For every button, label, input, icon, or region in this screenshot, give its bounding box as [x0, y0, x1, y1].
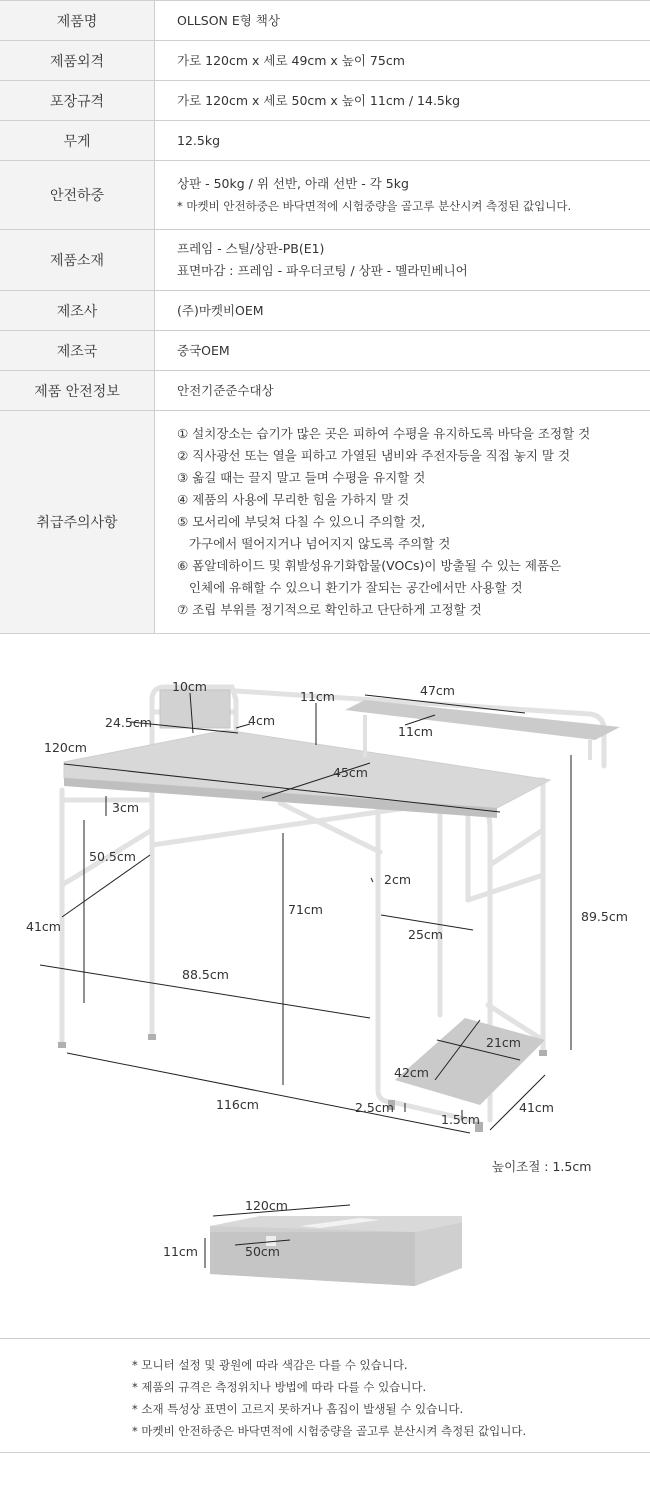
spec-label: 제품 안전정보	[0, 371, 155, 410]
dim-label: 50.5cm	[89, 849, 136, 864]
spec-label: 제품소재	[0, 230, 155, 290]
spec-value-line: (주)마켓비OEM	[177, 302, 264, 318]
spec-value	[155, 1, 650, 40]
spec-label: 포장규격	[0, 81, 155, 120]
spec-value-line: 가로 120cm x 세로 50cm x 높이 11cm / 14.5kg	[177, 92, 461, 108]
dim-label: 11cm	[300, 689, 335, 704]
spec-value	[155, 371, 650, 410]
dim-label: 24.5cm	[105, 715, 152, 730]
spec-table	[0, 0, 650, 634]
note-line: * 제품의 규격은 측정위치나 방법에 따라 다를 수 있습니다.	[132, 1380, 427, 1394]
spec-value	[155, 41, 650, 80]
spec-value-line: 상판 - 50kg / 위 선반, 아래 선반 - 각 5kg	[177, 176, 409, 191]
note-line: * 마켓비 안전하중은 바닥면적에 시험중량을 골고루 분산시켜 측정된 값입니다.	[132, 1424, 527, 1438]
dim-label: 11cm	[398, 724, 433, 739]
caution-line: 인체에 유해할 수 있으니 환기가 잘되는 공간에서만 사용할 것	[177, 580, 523, 595]
note-line: * 소재 특성상 표면이 고르지 못하거나 흠집이 발생될 수 있습니다.	[132, 1402, 464, 1416]
spec-value	[155, 291, 650, 330]
spec-value-line: 가로 120cm x 세로 49cm x 높이 75cm	[177, 52, 405, 68]
dim-label: 41cm	[26, 919, 61, 934]
dim-label: 88.5cm	[182, 967, 229, 982]
spec-value	[155, 161, 650, 229]
caution-line: ② 직사광선 또는 열을 피하고 가열된 냄비와 주전자등을 직접 놓지 말 것	[177, 448, 571, 463]
spec-row	[0, 1, 650, 41]
caution-line: ⑤ 모서리에 부딪쳐 다칠 수 있으니 주의할 것,	[177, 514, 426, 529]
spec-value-line: 표면마감 : 프레임 - 파우더코팅 / 상판 - 멜라민베니어	[177, 263, 468, 278]
dim-label: 10cm	[172, 679, 207, 694]
disclaimer-notes	[0, 1338, 650, 1453]
dim-label: 71cm	[288, 902, 323, 917]
spec-label: 제품명	[0, 1, 155, 40]
spec-value	[155, 331, 650, 370]
spec-value-line: 안전기준준수대상	[177, 382, 274, 398]
spec-row	[0, 161, 650, 230]
spec-row	[0, 291, 650, 331]
spec-row	[0, 41, 650, 81]
dim-label: 25cm	[408, 927, 443, 942]
height-adjust-note: 높이조절 : 1.5cm	[492, 1159, 592, 1174]
box-width-label: 120cm	[245, 1198, 288, 1213]
spec-label: 제조국	[0, 331, 155, 370]
spec-label: 무게	[0, 121, 155, 160]
dim-label: 47cm	[420, 683, 455, 698]
caution-line: ③ 옮길 때는 끌지 말고 들며 수평을 유지할 것	[177, 470, 426, 485]
box-height-label: 11cm	[163, 1244, 198, 1259]
spec-row	[0, 371, 650, 411]
spec-row	[0, 411, 650, 634]
spec-value-line: 프레임 - 스틸/상판-PB(E1)	[177, 241, 325, 256]
dim-label: 89.5cm	[581, 909, 628, 924]
box-depth-label: 50cm	[245, 1244, 280, 1259]
spec-value	[155, 411, 650, 633]
spec-row	[0, 331, 650, 371]
dim-label: 4cm	[248, 713, 276, 728]
caution-line: ⑦ 조립 부위를 정기적으로 확인하고 단단하게 고정할 것	[177, 602, 482, 617]
dim-label: 116cm	[216, 1097, 259, 1112]
dim-label: 45cm	[333, 765, 368, 780]
mesh-panel	[160, 690, 230, 728]
spec-label: 취급주의사항	[0, 411, 155, 633]
caution-line: 가구에서 떨어지거나 넘어지지 않도록 주의할 것	[177, 536, 451, 551]
caution-line: ④ 제품의 사용에 무리한 힘을 가하지 말 것	[177, 492, 410, 507]
spec-label: 안전하중	[0, 161, 155, 229]
dim-label: 42cm	[394, 1065, 429, 1080]
dim-label: 2.5cm	[355, 1100, 394, 1115]
package-box	[205, 1205, 462, 1286]
spec-value	[155, 121, 650, 160]
spec-value-note: * 마켓비 안전하중은 바닥면적에 시험중량을 골고루 분산시켜 측정된 값입니다.	[177, 199, 572, 213]
spec-row	[0, 81, 650, 121]
lower-shelf	[395, 1018, 545, 1105]
spec-row	[0, 121, 650, 161]
dim-label: 21cm	[486, 1035, 521, 1050]
spec-label: 제품외격	[0, 41, 155, 80]
caution-line: ⑥ 폼알데하이드 및 휘발성유기화합물(VOCs)이 방출될 수 있는 제품은	[177, 558, 562, 573]
desk-dimension-diagram	[0, 626, 650, 1338]
spec-label: 제조사	[0, 291, 155, 330]
note-line: * 모니터 설정 및 광원에 따라 색감은 다를 수 있습니다.	[132, 1358, 408, 1372]
spec-value-line: 12.5kg	[177, 132, 221, 148]
spec-value-line: OLLSON E형 책상	[177, 12, 280, 28]
dim-label: 41cm	[519, 1100, 554, 1115]
dim-label: 3cm	[112, 800, 140, 815]
spec-value	[155, 230, 650, 290]
caution-line: ① 설치장소는 습기가 많은 곳은 피하여 수평을 유지하도록 바닥을 조정할 것	[177, 426, 591, 441]
spec-value-line: 중국OEM	[177, 342, 230, 358]
spec-row	[0, 230, 650, 291]
dim-label: 1.5cm	[441, 1112, 480, 1127]
dim-label: 120cm	[44, 740, 87, 755]
spec-value	[155, 81, 650, 120]
dim-label: 2cm	[384, 872, 412, 887]
